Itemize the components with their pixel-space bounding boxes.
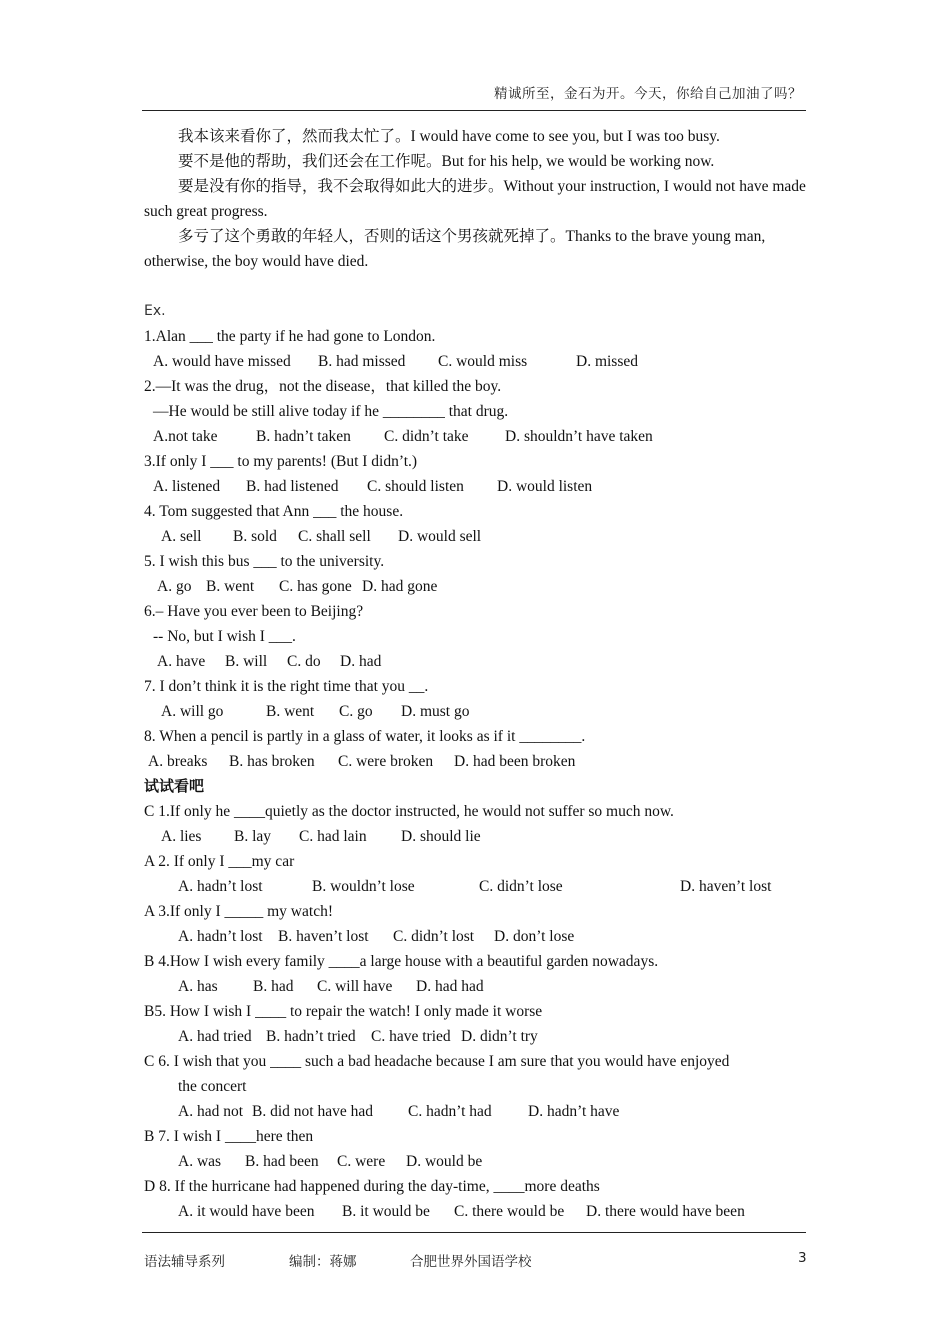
option: D. had been broken <box>454 753 576 770</box>
option: D. had had <box>416 978 484 995</box>
option: A. go <box>157 578 192 595</box>
practice-1-options <box>144 824 806 849</box>
practice-1: C 1.If only he ____quietly as the doctor instructed, he would not suffer so much now. <box>144 803 674 820</box>
option: B. wouldn’t lose <box>312 878 415 895</box>
exercise-label: Ex. <box>144 303 166 319</box>
question-7-options <box>144 699 806 724</box>
option: C. do <box>287 653 321 670</box>
question-4-options <box>144 524 806 549</box>
footer-school: 合肥世界外国语学校 <box>410 1254 532 1270</box>
option: D. shouldn’t have taken <box>505 428 653 445</box>
option: C. should listen <box>367 478 464 495</box>
option: C. there would be <box>454 1203 565 1220</box>
question-8: 8. When a pencil is partly in a glass of water, it looks as if it ________. <box>144 728 586 745</box>
option: A. hadn’t lost <box>178 928 263 945</box>
practice-5: B5. How I wish I ____ to repair the watch! I only made it worse <box>144 1003 543 1020</box>
section-title: 试试看吧 <box>144 777 205 795</box>
option: C. would miss <box>438 353 528 370</box>
option: D. didn’t try <box>461 1028 538 1045</box>
question-5-options <box>144 574 806 599</box>
option: A. had tried <box>178 1028 252 1045</box>
option: A. breaks <box>148 753 208 770</box>
practice-3: A 3.If only I _____ my watch! <box>144 903 333 920</box>
footer-rule <box>142 1232 806 1233</box>
option: A. had not <box>178 1103 244 1120</box>
page-number: 3 <box>798 1250 807 1266</box>
example-sentence: 要不是他的帮助，我们还会在工作呢。But for his help, we would be working now. <box>178 153 715 170</box>
option: B. had listened <box>246 478 339 495</box>
example-sentence: 要是没有你的指导，我不会取得如此大的进步。Without your instruction, I would not have made such great progress. <box>144 178 806 220</box>
option: B. had <box>253 978 294 995</box>
option: D. must go <box>401 703 470 720</box>
footer-editor: 编制：蒋娜 <box>289 1254 357 1270</box>
practice-4: B 4.How I wish every family ____a large house with a beautiful garden nowadays. <box>144 953 659 970</box>
option: A. it would have been <box>178 1203 315 1220</box>
practice-4-options <box>144 974 806 999</box>
option: C. had lain <box>299 828 367 845</box>
option: C. were <box>337 1153 386 1170</box>
question-3-options <box>144 474 806 499</box>
option: A. have <box>157 653 206 670</box>
option: B. it would be <box>342 1203 430 1220</box>
option: B. hadn’t taken <box>256 428 351 445</box>
option: B. haven’t lost <box>278 928 369 945</box>
option: B. had missed <box>318 353 406 370</box>
option: C. didn’t lost <box>393 928 475 945</box>
practice-2: A 2. If only I ___my car <box>144 853 295 870</box>
practice-8-options <box>144 1199 806 1224</box>
option: B. had been <box>245 1153 319 1170</box>
practice-7: B 7. I wish I ____here then <box>144 1128 314 1145</box>
option: A. hadn’t lost <box>178 878 263 895</box>
question-3: 3.If only I ___ to my parents! (But I didn’t.) <box>144 453 418 470</box>
question-2-options <box>144 424 806 449</box>
option: C. hadn’t had <box>408 1103 492 1120</box>
option: B. lay <box>234 828 272 845</box>
header-motto: 精诚所至，金石为开。今天，你给自己加油了吗？ <box>494 86 802 102</box>
page-content <box>144 124 806 1224</box>
option: D. don’t lose <box>494 928 575 945</box>
practice-2-options <box>144 874 806 899</box>
practice-8: D 8. If the hurricane had happened during the day-time, ____more deaths <box>144 1178 600 1195</box>
practice-6-continuation: the concert <box>178 1078 247 1095</box>
question-8-options <box>144 749 806 774</box>
option: A. was <box>178 1153 222 1170</box>
option: A. lies <box>161 828 202 845</box>
practice-3-options <box>144 924 806 949</box>
question-7: 7. I don’t think it is the right time that you __. <box>144 678 429 695</box>
option: B. sold <box>233 528 277 545</box>
option: B. will <box>225 653 268 670</box>
question-1: 1.Alan ___ the party if he had gone to London. <box>144 328 436 345</box>
option: B. did not have had <box>252 1103 373 1120</box>
option: C. didn’t lose <box>479 878 563 895</box>
option: A. has <box>178 978 218 995</box>
option: D. had <box>340 653 382 670</box>
option: D. would sell <box>398 528 482 545</box>
practice-6-options <box>144 1099 806 1124</box>
question-2: 2.—It was the drug，not the disease，that killed the boy. <box>144 378 502 395</box>
option: B. hadn’t tried <box>266 1028 356 1045</box>
option: A. listened <box>153 478 221 495</box>
question-6: 6.– Have you ever been to Beijing? <box>144 603 364 620</box>
option: C. go <box>339 703 373 720</box>
option: B. went <box>206 578 255 595</box>
option: C. were broken <box>338 753 434 770</box>
question-6-reply: -- No, but I wish I ___. <box>153 628 296 645</box>
question-6-options <box>144 649 806 674</box>
option: D. missed <box>576 353 638 370</box>
option: D. haven’t lost <box>680 878 772 895</box>
option: A. sell <box>161 528 202 545</box>
footer-series: 语法辅导系列 <box>144 1254 225 1270</box>
option: D. would listen <box>497 478 593 495</box>
option: C. has gone <box>279 578 352 595</box>
option: C. have tried <box>371 1028 451 1045</box>
option: D. there would have been <box>586 1203 745 1220</box>
question-1-options <box>144 349 806 374</box>
practice-7-options <box>144 1149 806 1174</box>
option: D. would be <box>406 1153 483 1170</box>
option: D. had gone <box>362 578 438 595</box>
option: D. hadn’t have <box>528 1103 620 1120</box>
option: B. has broken <box>229 753 315 770</box>
header-rule <box>142 110 806 111</box>
question-2-reply: —He would be still alive today if he ________ that drug. <box>153 403 509 420</box>
option: A.not take <box>153 428 218 445</box>
practice-5-options <box>144 1024 806 1049</box>
option: C. didn’t take <box>384 428 469 445</box>
option: B. went <box>266 703 315 720</box>
practice-6: C 6. I wish that you ____ such a bad headache because I am sure that you would have enjoyed <box>144 1053 730 1070</box>
example-sentence: 多亏了这个勇敢的年轻人，否则的话这个男孩就死掉了。Thanks to the brave young man, otherwise, the boy would have died. <box>144 228 766 270</box>
option: C. shall sell <box>298 528 371 545</box>
option: D. should lie <box>401 828 481 845</box>
option: A. will go <box>161 703 224 720</box>
question-4: 4. Tom suggested that Ann ___ the house. <box>144 503 404 520</box>
option: C. will have <box>317 978 393 995</box>
option: A. would have missed <box>153 353 291 370</box>
question-5: 5. I wish this bus ___ to the university. <box>144 553 385 570</box>
example-sentence: 我本该来看你了，然而我太忙了。I would have come to see you, but I was too busy. <box>178 128 720 145</box>
